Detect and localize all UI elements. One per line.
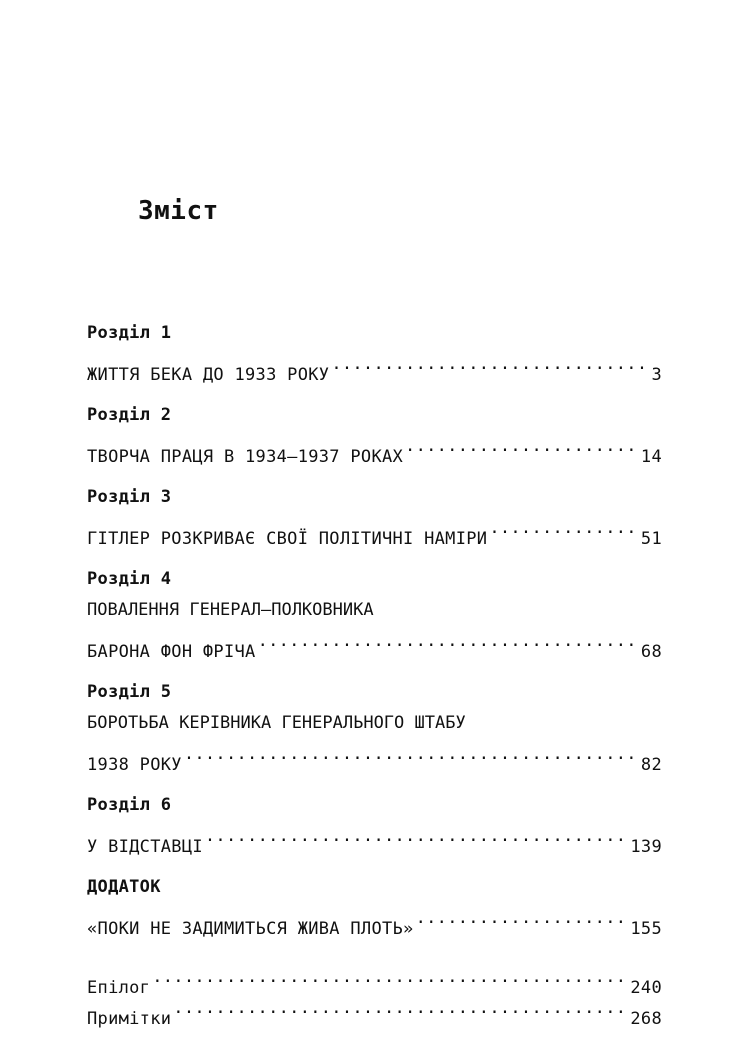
table-of-contents bbox=[87, 318, 662, 1029]
toc-section-appendix bbox=[87, 872, 662, 939]
toc-entry bbox=[87, 626, 662, 662]
page-number: 68 bbox=[640, 642, 662, 662]
dot-leader bbox=[152, 962, 628, 993]
entry-title-line: БОРОТЬБА КЕРІВНИКА ГЕНЕРАЛЬНОГО ШТАБУ bbox=[87, 713, 466, 733]
section-heading: Розділ 6 bbox=[87, 795, 172, 815]
entry-title-line: ПОВАЛЕННЯ ГЕНЕРАЛ–ПОЛКОВНИКА bbox=[87, 600, 374, 620]
page-number: 268 bbox=[630, 1009, 662, 1029]
toc-section bbox=[87, 564, 662, 662]
dot-leader bbox=[173, 993, 628, 1024]
page-number: 155 bbox=[630, 919, 662, 939]
entry-title: ТВОРЧА ПРАЦЯ В 1934–1937 РОКАХ bbox=[87, 447, 404, 467]
dot-leader bbox=[405, 431, 639, 462]
section-heading: Розділ 4 bbox=[87, 569, 172, 589]
toc-section bbox=[87, 790, 662, 857]
page-number: 14 bbox=[640, 447, 662, 467]
toc-entry-epilogue bbox=[87, 962, 662, 998]
entry-title: 1938 РОКУ bbox=[87, 755, 182, 775]
toc-section bbox=[87, 482, 662, 549]
toc-section bbox=[87, 677, 662, 775]
page-number: 139 bbox=[630, 837, 662, 857]
toc-entry bbox=[87, 431, 662, 467]
entry-title: ГІТЛЕР РОЗКРИВАЄ СВОЇ ПОЛІТИЧНІ НАМІРИ bbox=[87, 529, 488, 549]
entry-title: БАРОНА ФОН ФРІЧА bbox=[87, 642, 256, 662]
entry-title: «ПОКИ НЕ ЗАДИМИТЬСЯ ЖИВА ПЛОТЬ» bbox=[87, 919, 414, 939]
appendix-heading: ДОДАТОК bbox=[87, 877, 161, 897]
dot-leader bbox=[416, 903, 629, 934]
entry-title: Епілог bbox=[87, 978, 151, 998]
section-heading: Розділ 5 bbox=[87, 682, 172, 702]
section-heading: Розділ 1 bbox=[87, 323, 172, 343]
page-number: 3 bbox=[651, 365, 662, 385]
toc-section bbox=[87, 318, 662, 385]
toc-entry bbox=[87, 739, 662, 775]
dot-leader bbox=[205, 821, 629, 852]
toc-entry-notes bbox=[87, 993, 662, 1029]
toc-section bbox=[87, 400, 662, 467]
toc-entry bbox=[87, 513, 662, 549]
section-heading: Розділ 2 bbox=[87, 405, 172, 425]
toc-back-matter bbox=[87, 962, 662, 1029]
dot-leader bbox=[331, 349, 649, 380]
entry-title: ЖИТТЯ БЕКА ДО 1933 РОКУ bbox=[87, 365, 330, 385]
entry-title: У ВІДСТАВЦІ bbox=[87, 837, 203, 857]
page-number: 51 bbox=[640, 529, 662, 549]
toc-entry bbox=[87, 349, 662, 385]
page-number: 82 bbox=[640, 755, 662, 775]
section-heading: Розділ 3 bbox=[87, 487, 172, 507]
dot-leader bbox=[258, 626, 639, 657]
page-number: 240 bbox=[630, 978, 662, 998]
toc-entry bbox=[87, 903, 662, 939]
toc-entry bbox=[87, 821, 662, 857]
entry-title: Примітки bbox=[87, 1009, 172, 1029]
dot-leader bbox=[184, 739, 639, 770]
page-title: Зміст bbox=[138, 196, 219, 226]
dot-leader bbox=[489, 513, 639, 544]
